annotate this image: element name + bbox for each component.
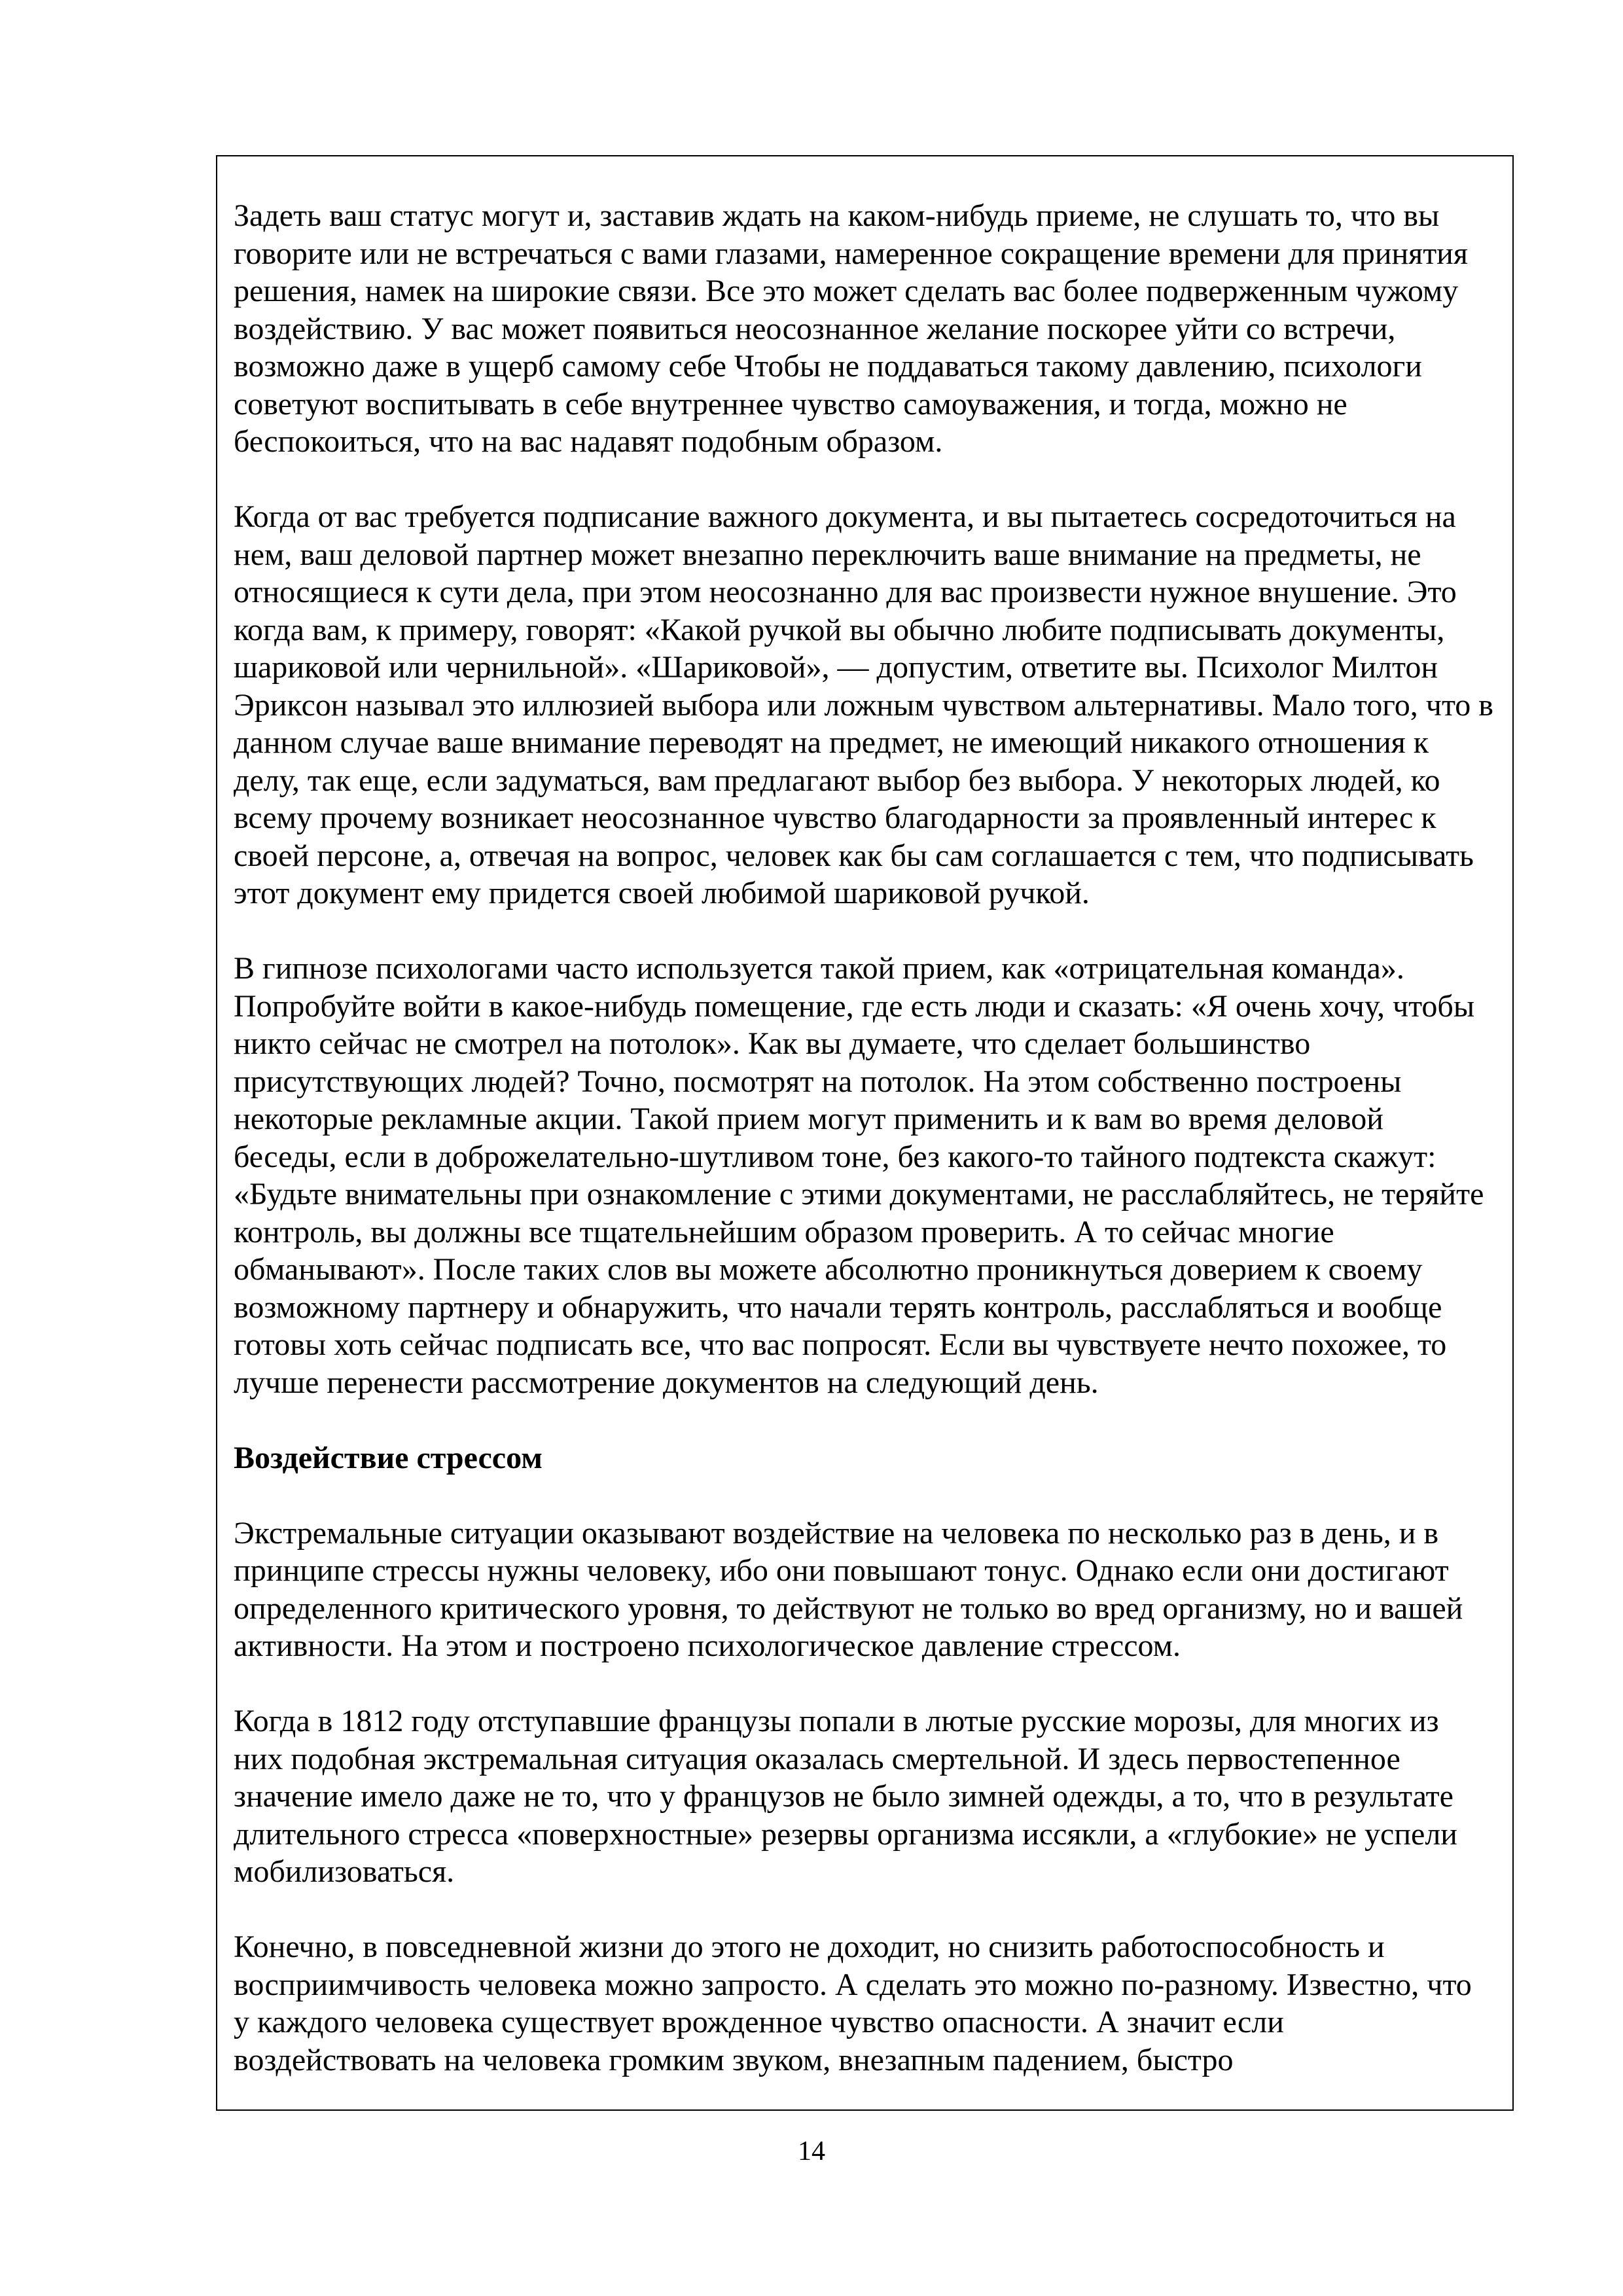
page-number: 14 xyxy=(798,2136,825,2166)
paragraph: Когда от вас требуется подписание важного документа, и вы пытаетесь сосредоточиться на нем, ваш деловой партнер может внезапно переключить ваше внимание на предметы, не относящиеся к сути дела, при этом неосознанно для вас произвести нужное внушение. Это когда вам, к примеру, говорят: «Какой ручкой вы обычно любите подписывать документы, шариковой или чернильной». «Шариковой», — допустим, ответите вы. Психолог Милтон Эриксон называл это иллюзией выбора или ложным чувством альтернативы. Мало того, что в данном случае ваше внимание переводят на предмет, не имеющий никакого отношения к делу, так еще, если задуматься, вам предлагают выбор без выбора. У некоторых людей, ко всему прочему возникает неосознанное чувство благодарности за проявленный интерес к своей персоне, а, отвечая на вопрос, человек как бы сам соглашается с тем, что подписывать этот документ ему придется своей любимой шариковой ручкой. xyxy=(234,499,1493,910)
document-body xyxy=(234,197,1493,2079)
section-heading: Воздействие стрессом xyxy=(234,1440,543,1475)
paragraph: Когда в 1812 году отступавшие французы попали в лютые русские морозы, для многих из них подобная экстремальная ситуация оказалась смертельной. И здесь первостепенное значение имело даже не то, что у французов не было зимней одежды, а то, что в результате длительного стресса «поверхностные» резервы организма иссякли, а «глубокие» не успели мобилизоваться. xyxy=(234,1704,1457,1889)
paragraph: Экстремальные ситуации оказывают воздействие на человека по несколько раз в день, и в принципе стрессы нужны человеку, ибо они повышают тонус. Однако если они достигают определенного критического уровня, то действуют не только во вред организму, но и вашей активности. На этом и построено психологическое давление стрессом. xyxy=(234,1515,1463,1663)
paragraph: Конечно, в повседневной жизни до этого не доходит, но снизить работоспособность и восприимчивость человека можно запросто. А сделать это можно по-разному. Известно, что у каждого человека существует врожденное чувство опасности. А значит если воздействовать на человека громким звуком, внезапным падением, быстро xyxy=(234,1929,1472,2077)
paragraph: В гипнозе психологами часто используется такой прием, как «отрицательная команда». Попробуйте войти в какое-нибудь помещение, где есть люди и сказать: «Я очень хочу, чтобы никто сейчас не смотрел на потолок». Как вы думаете, что сделает большинство присутствующих людей? Точно, посмотрят на потолок. На этом собственно построены некоторые рекламные акции. Такой прием могут применить и к вам во время деловой беседы, если в доброжелательно-шутливом тоне, без какого-то тайного подтекста скажут: «Будьте внимательны при ознакомление с этими документами, не расслабляйтесь, не теряйте контроль, вы должны все тщательнейшим образом проверить. А то сейчас многие обманывают». После таких слов вы можете абсолютно проникнуться доверием к своему возможному партнеру и обнаружить, что начали терять контроль, расслабляться и вообще готовы хоть сейчас подписать все, что вас попросят. Если вы чувствуете нечто похожее, то лучше перенести рассмотрение документов на следующий день. xyxy=(234,951,1484,1400)
paragraph: Задеть ваш статус могут и, заставив ждать на каком-нибудь приеме, не слушать то, что вы говорите или не встречаться с вами глазами, намеренное сокращение времени для принятия решения, намек на широкие связи. Все это может сделать вас более подверженным чужому воздействию. У вас может появиться неосознанное желание поскорее уйти со встречи, возможно даже в ущерб самому себе Чтобы не поддаваться такому давлению, психологи советуют воспитывать в себе внутреннее чувство самоуважения, и тогда, можно не беспокоиться, что на вас надавят подобным образом. xyxy=(234,198,1468,459)
content-frame xyxy=(216,155,1514,2111)
